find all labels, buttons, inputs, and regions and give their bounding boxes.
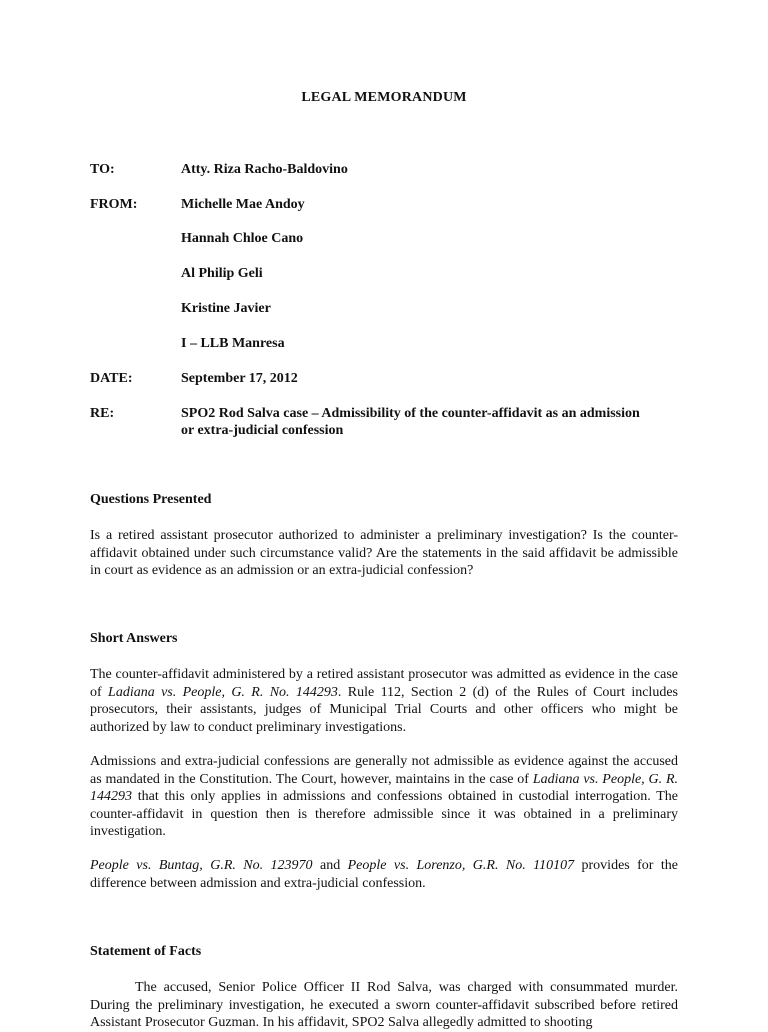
text-run: . Rule 112, Section 2 (d) of the Rules of Court includes prosecutors, their assistants, judges of Municipal Trial Courts and other officers who might be authorized by law to conduct preliminary investigations.: [90, 684, 678, 735]
from-name: Michelle Mae Andoy: [181, 197, 305, 212]
to-value: Atty. Riza Racho-Baldovino: [181, 162, 348, 177]
text-run: provides for the difference between admission and extra-judicial confession.: [90, 858, 678, 891]
memo-title: LEGAL MEMORANDUM: [301, 90, 467, 105]
short-answers-paragraph-3: [90, 857, 678, 892]
text-run: and: [312, 858, 348, 873]
statement-of-facts-text: The accused, Senior Police Officer II Rod Salva, was charged with consummated murder. During the preliminary investigation, he executed a sworn counter-affidavit subscribed before retired Assistant Prosecutor Guzman. In his affidavit, SPO2 Salva allegedly admitted to shooting: [90, 980, 678, 1030]
from-name: Kristine Javier: [181, 301, 271, 316]
case-citation: Ladiana vs. People, G. R. No. 144293: [108, 684, 338, 700]
statement-of-facts-heading: Statement of Facts: [90, 944, 202, 959]
case-citation: Ladiana vs. People, G. R. 144293: [90, 771, 678, 804]
from-name: I – LLB Manresa: [181, 336, 285, 351]
from-label: FROM:: [90, 197, 138, 212]
text-run: Admissions and extra-judicial confessions are generally not admissible as evidence against the accused as mandated in the Constitution. The Court, however, maintains in the case of: [90, 754, 678, 787]
case-citation: People vs. Lorenzo, G.R. No. 110107: [347, 858, 575, 873]
short-answers-paragraph-2: [90, 753, 678, 841]
from-name: Al Philip Geli: [181, 266, 263, 281]
questions-presented-heading: Questions Presented: [90, 492, 212, 507]
re-line-2: or extra-judicial confession: [181, 423, 344, 438]
date-label: DATE:: [90, 371, 133, 386]
short-answers-paragraph-1: [90, 666, 678, 736]
date-value: September 17, 2012: [181, 371, 298, 386]
short-answers-heading: Short Answers: [90, 631, 178, 646]
from-name: Hannah Chloe Cano: [181, 231, 304, 246]
questions-presented-text: Is a retired assistant prosecutor authorized to administer a preliminary investigation? Is the counter-affidavit obtained under such circumstance valid? Are the statements in the said affidavit be admissible in court as evidence as an admission or an extra-judicial confession?: [90, 528, 678, 578]
case-citation: People vs. Buntag, G.R. No. 123970: [90, 858, 313, 873]
text-run: that this only applies in admissions and confessions obtained in custodial interrogation. The counter-affidavit in question then is therefore admissible since it was obtained in a preliminary investigation.: [90, 789, 678, 839]
to-label: TO:: [90, 162, 115, 177]
re-line-1: SPO2 Rod Salva case – Admissibility of the counter-affidavit as an admission: [181, 406, 640, 421]
re-label: RE:: [90, 406, 115, 421]
text-run: The counter-affidavit administered by a retired assistant prosecutor was admitted as evidence in the case of: [90, 667, 678, 700]
